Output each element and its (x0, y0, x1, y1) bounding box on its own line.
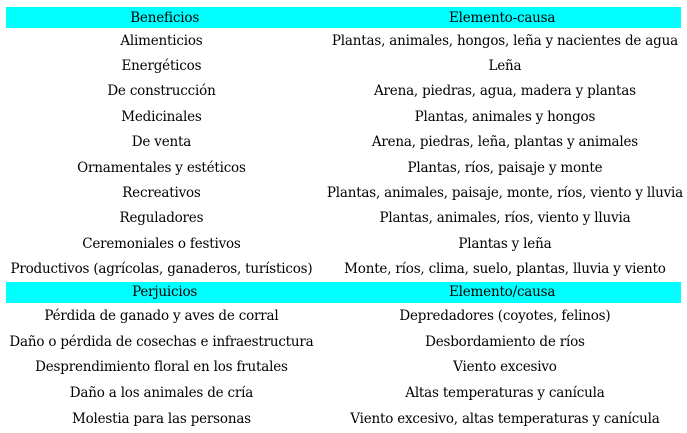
benefits-section (0, 7, 687, 282)
harm-cell: Daño a los animales de cría (69, 385, 254, 402)
table-row (0, 155, 687, 180)
table-row (0, 28, 687, 53)
table-row (0, 180, 687, 205)
benefit-cell: Ornamentales y estéticos (77, 159, 246, 176)
table-row (0, 257, 687, 282)
cause-cell: Arena, piedras, leña, plantas y animales (371, 134, 639, 151)
cause-cell: Plantas, animales y hongos (414, 108, 596, 125)
harms-header-label: Perjuicios (132, 284, 198, 301)
cause-cell: Plantas, ríos, paisaje y monte (407, 159, 603, 176)
benefit-cell: Ceremoniales o festivos (82, 235, 241, 252)
cause-cell: Monte, ríos, clima, suelo, plantas, lluvia y viento (344, 261, 666, 278)
table-row (0, 104, 687, 129)
table-row (0, 53, 687, 78)
harms-section (0, 282, 687, 432)
benefit-cell: Energéticos (121, 58, 202, 75)
cause-cell: Altas temperaturas y canícula (405, 385, 605, 402)
element-cause-header-label: Elemento/causa (449, 284, 556, 301)
table-row (0, 303, 687, 329)
cause-cell: Plantas, animales, ríos, viento y lluvia (379, 210, 631, 227)
cause-cell: Plantas, animales, paisaje, monte, ríos, viento y lluvia (326, 185, 683, 202)
cause-cell: Viento excesivo, altas temperaturas y canícula (350, 410, 660, 427)
harm-cell: Desprendimiento floral en los frutales (35, 359, 288, 376)
harms-header-row (6, 282, 681, 303)
table-row (0, 380, 687, 406)
harm-cell: Daño o pérdida de cosechas e infraestructura (9, 333, 314, 350)
table-row (0, 355, 687, 381)
benefits-header-label: Beneficios (130, 9, 200, 26)
benefit-cell: De construcción (107, 83, 216, 100)
cause-cell: Viento excesivo (453, 359, 557, 376)
cause-cell: Desbordamiento de ríos (425, 333, 585, 350)
harm-cell: Molestia para las personas (71, 410, 251, 427)
benefit-cell: Medicinales (121, 108, 202, 125)
benefit-cell: Productivos (agrícolas, ganaderos, turísticos) (10, 261, 313, 278)
harm-cell: Pérdida de ganado y aves de corral (44, 307, 279, 324)
cause-cell: Plantas, animales, hongos, leña y nacientes de agua (331, 32, 678, 49)
table-row (0, 329, 687, 355)
table-row (0, 130, 687, 155)
benefit-cell: Reguladores (119, 210, 204, 227)
element-cause-header-label: Elemento-causa (449, 9, 556, 26)
table-row (0, 206, 687, 231)
cause-cell: Depredadores (coyotes, felinos) (399, 307, 611, 324)
cause-cell: Arena, piedras, agua, madera y plantas (374, 83, 636, 100)
benefit-cell: Alimenticios (120, 32, 203, 49)
benefit-cell: De venta (131, 134, 192, 151)
table-row (0, 231, 687, 256)
table-row (0, 406, 687, 432)
table-row (0, 79, 687, 104)
benefit-cell: Recreativos (122, 185, 201, 202)
benefits-header-row (6, 7, 681, 28)
cause-cell: Leña (488, 58, 522, 75)
cause-cell: Plantas y leña (458, 235, 552, 252)
